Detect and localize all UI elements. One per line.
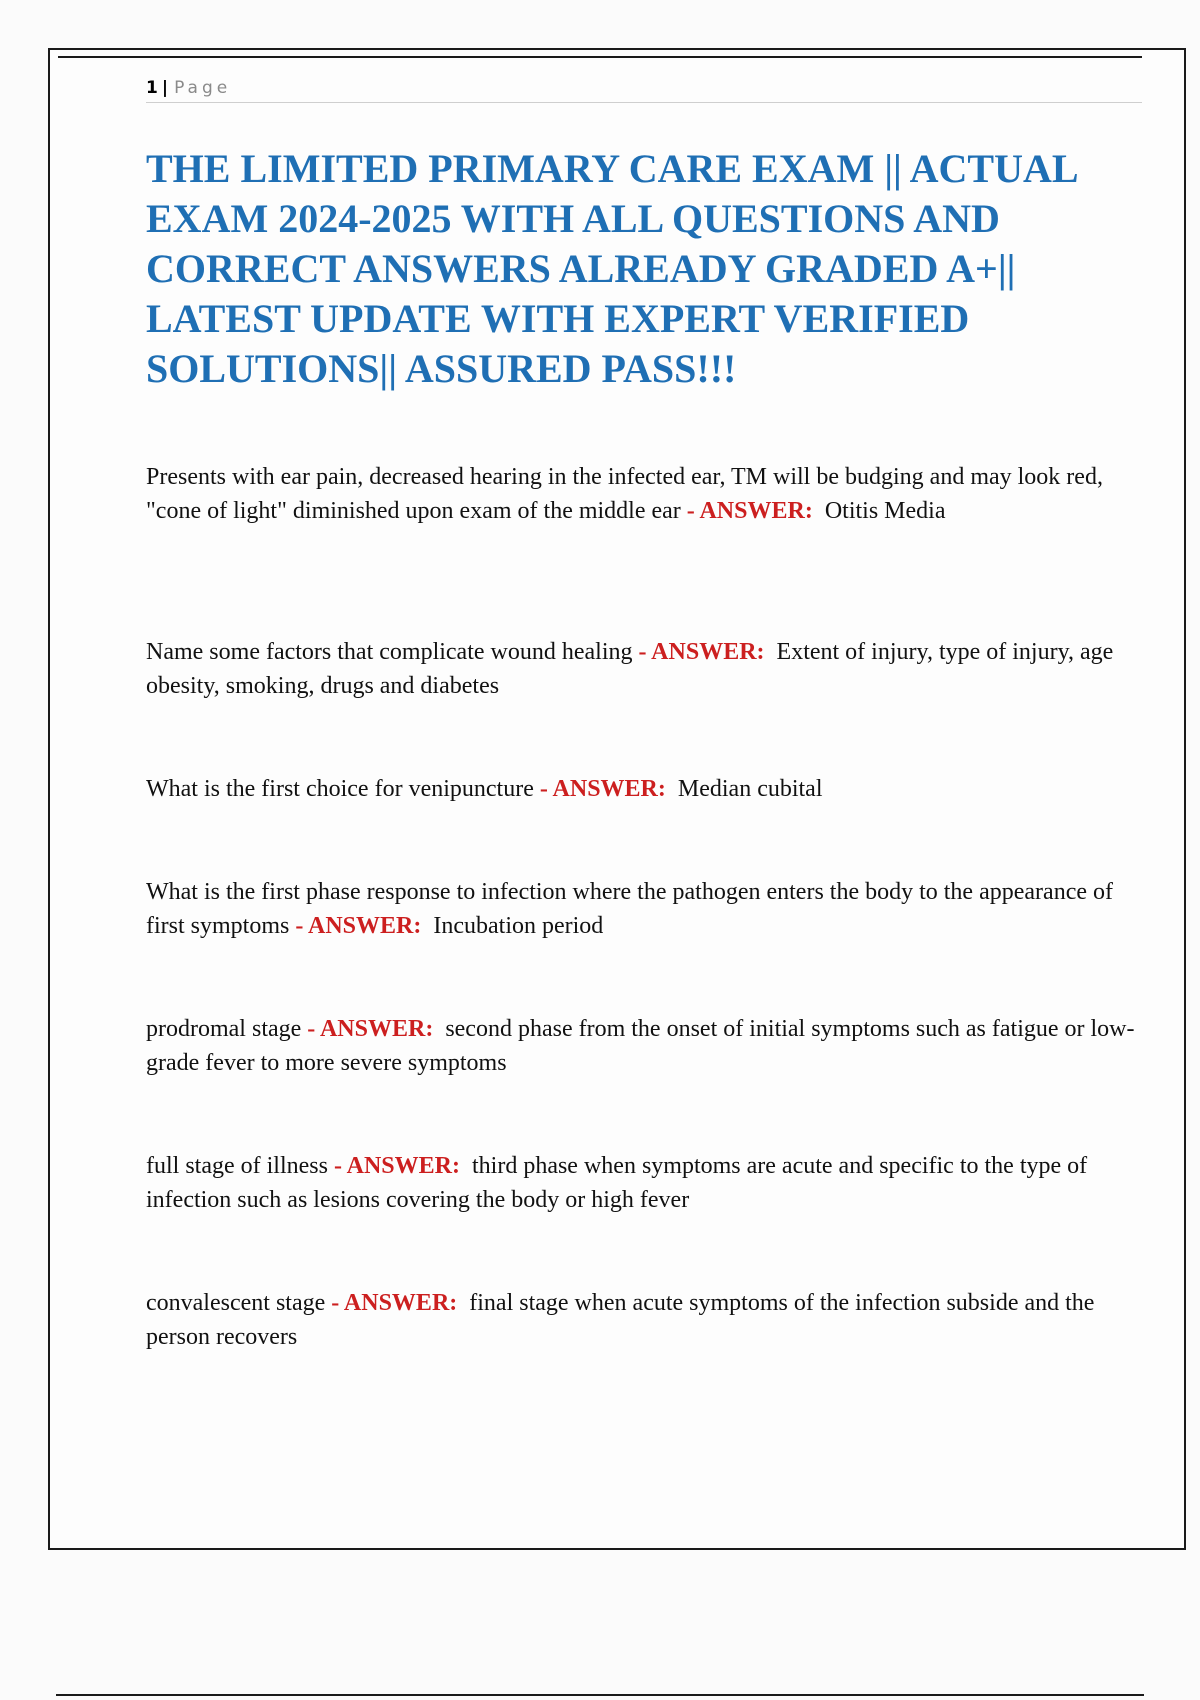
answer-text: final stage when acute symptoms of the infection subside and the person recovers <box>146 1290 1095 1350</box>
answer-label: - ANSWER: <box>539 776 666 802</box>
question-text: What is the first choice for venipuncture <box>146 776 534 802</box>
page-header <box>146 74 1142 103</box>
document-title: THE LIMITED PRIMARY CARE EXAM || ACTUAL EXAM 2024-2025 WITH ALL QUESTIONS AND CORRECT ANSWERS ALREADY GRADED A+|| LATEST UPDATE WITH EXPERT VERIFIED SOLUTIONS|| ASSURED PASS!!! <box>146 146 1077 391</box>
page-frame <box>48 48 1186 1550</box>
answer-text: Incubation period <box>433 913 604 939</box>
qa-item <box>146 460 1136 528</box>
answer-label: - ANSWER: <box>295 913 422 939</box>
question-text: prodromal stage <box>146 1016 302 1042</box>
page-label: Page <box>174 78 232 98</box>
answer-text: third phase when symptoms are acute and specific to the type of infection such as lesions covering the body or high fever <box>146 1153 1088 1213</box>
answer-label: - ANSWER: <box>333 1153 460 1179</box>
qa-item <box>146 635 1136 703</box>
answer-text: Otitis Media <box>824 498 946 524</box>
answer-label: - ANSWER: <box>307 1016 434 1042</box>
question-text: What is the first phase response to infection where the pathogen enters the body to the appearance of first symptoms <box>146 879 1113 939</box>
qa-item <box>146 1012 1136 1080</box>
qa-item <box>146 875 1136 943</box>
header-top-rule <box>58 56 1142 58</box>
answer-label: - ANSWER: <box>638 639 765 665</box>
answer-text: Median cubital <box>677 776 823 802</box>
question-text: convalescent stage <box>146 1290 326 1316</box>
question-text: Name some factors that complicate wound healing <box>146 639 633 665</box>
answer-label: - ANSWER: <box>686 498 813 524</box>
qa-item <box>146 1149 1136 1217</box>
answer-label: - ANSWER: <box>331 1290 458 1316</box>
next-page-rule <box>56 1694 1144 1696</box>
qa-item <box>146 1286 1136 1354</box>
question-text: full stage of illness <box>146 1153 328 1179</box>
page-number: 1 <box>146 78 158 98</box>
qa-item <box>146 772 1136 806</box>
page-separator: | <box>161 78 169 98</box>
question-text: Presents with ear pain, decreased hearing in the infected ear, TM will be budging and may look red, "cone of light" diminished upon exam of the middle ear <box>146 464 1103 524</box>
answer-text: Extent of injury, type of injury, age obesity, smoking, drugs and diabetes <box>146 639 1114 699</box>
answer-text: second phase from the onset of initial symptoms such as fatigue or low-grade fever to more severe symptoms <box>146 1016 1135 1076</box>
